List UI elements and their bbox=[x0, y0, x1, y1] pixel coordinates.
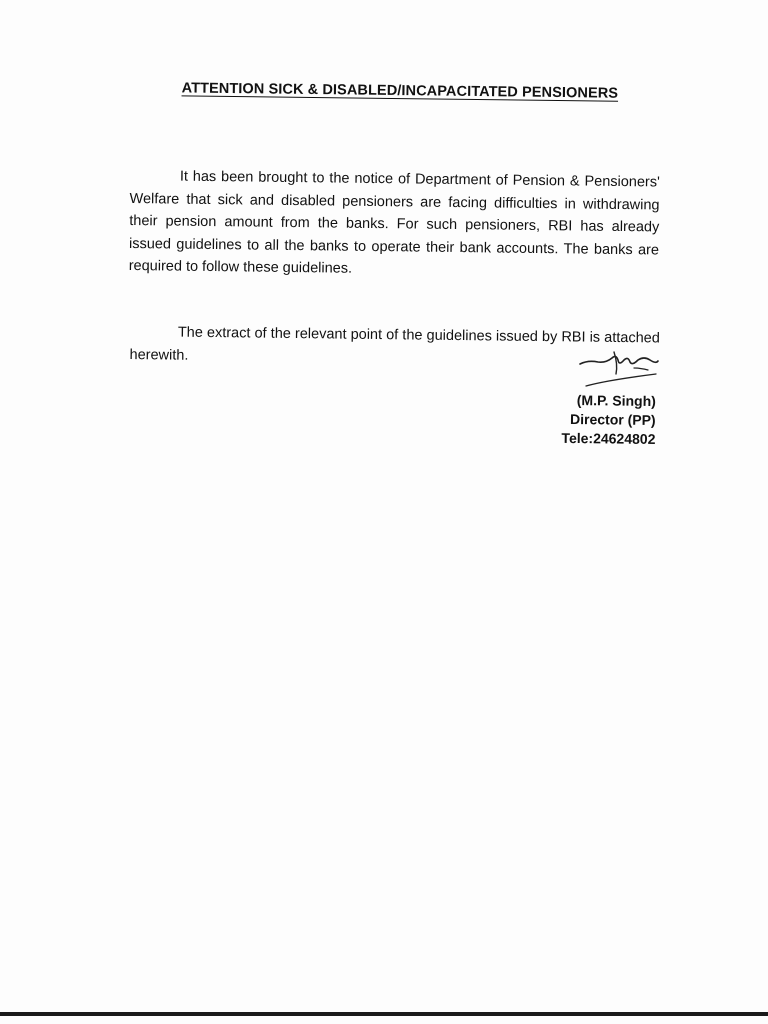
handwritten-signature bbox=[578, 346, 660, 392]
body-paragraph-1: It has been brought to the notice of Department of Pension & Pensioners' Welfare that sick and disabled pensioners are facing difficulties in withdrawing their pension amount from the banks. For such pensioners, RBI has already issued guidelines to all the banks to operate their bank accounts. The banks are required to follow these guidelines. bbox=[128, 168, 660, 277]
body-paragraph-2: The extract of the relevant point of the guidelines issued by RBI is attached herewith. bbox=[129, 324, 660, 363]
signatory-name: (M.P. Singh) bbox=[576, 392, 656, 409]
bottom-rule bbox=[0, 1012, 768, 1016]
signatory-phone: Tele:24624802 bbox=[561, 429, 656, 447]
signatory-designation: Director (PP) bbox=[569, 410, 656, 428]
document-title: ATTENTION SICK & DISABLED/INCAPACITATED PENSIONERS bbox=[181, 80, 619, 102]
signature-block bbox=[519, 390, 656, 449]
